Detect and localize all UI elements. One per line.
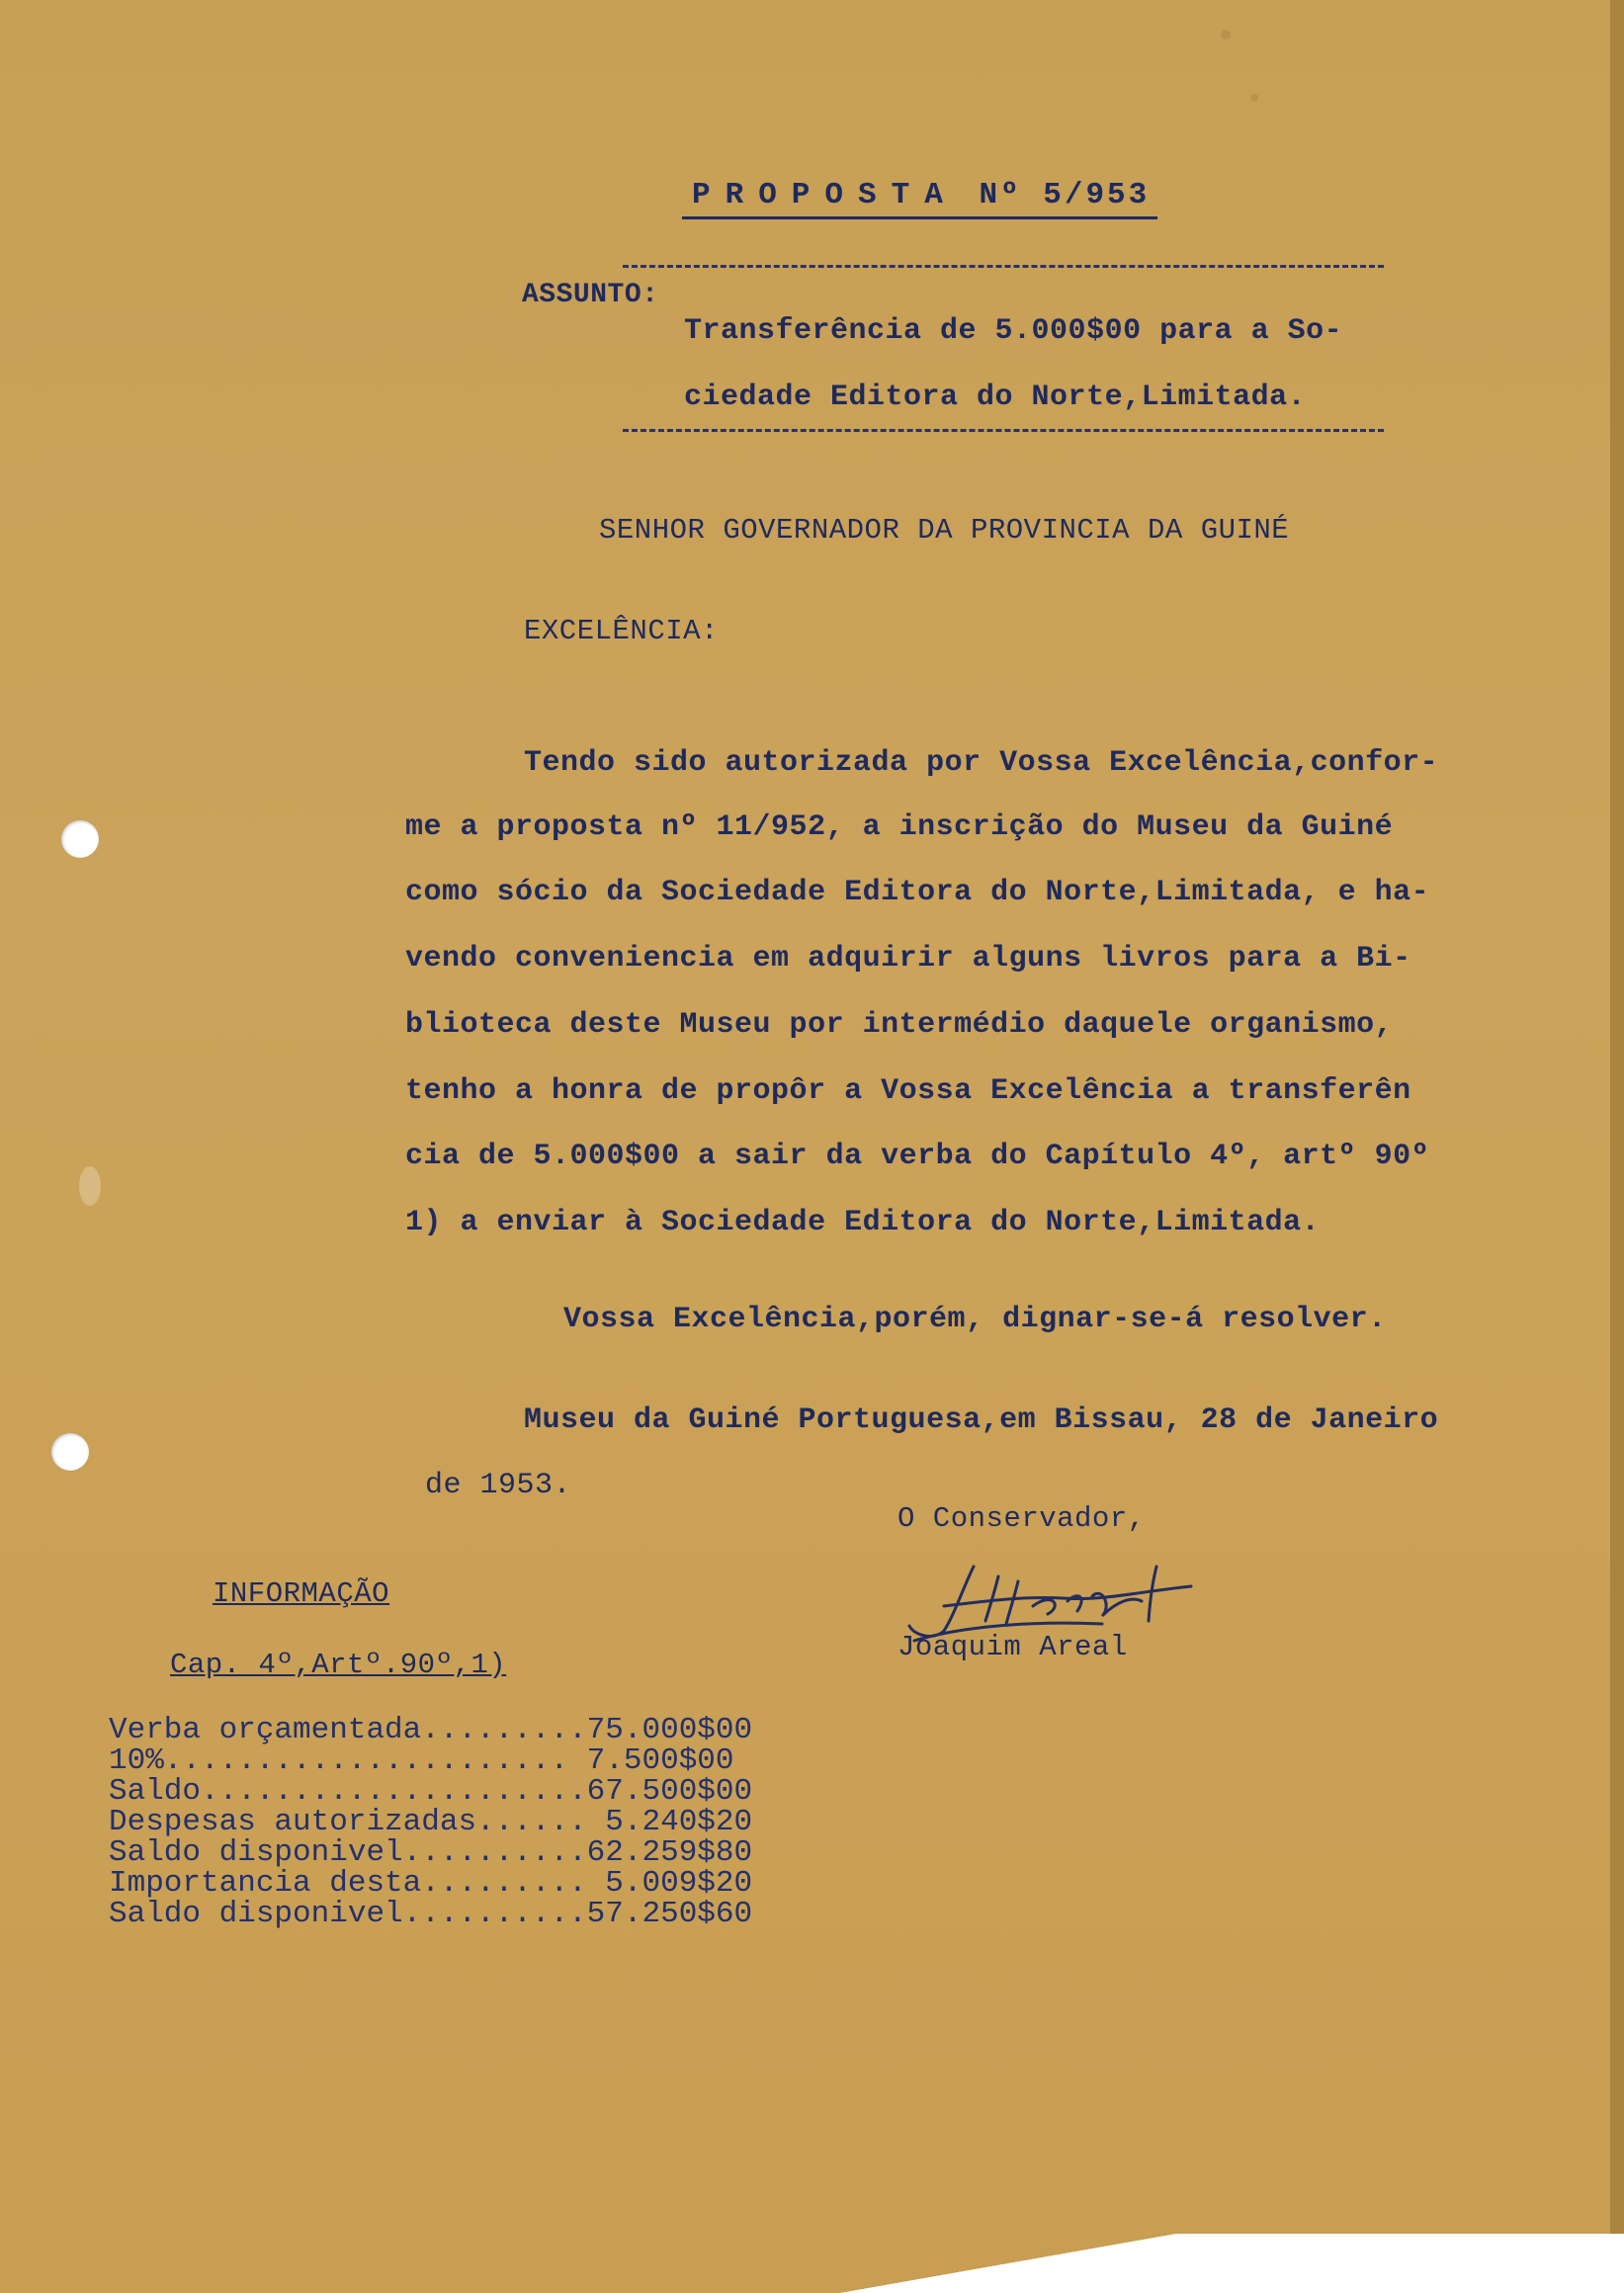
ledger-row: Verba orçamentada.........75.000$00 — [109, 1713, 753, 1747]
information-reference: Cap. 4º,Artº.90º,1) — [170, 1649, 507, 1681]
divider-top — [623, 265, 1384, 268]
subject-line-2: ciedade Editora do Norte,Limitada. — [684, 381, 1307, 414]
paper-wear — [79, 1166, 101, 1206]
body-line: me a proposta nº 11/952, a inscrição do Museu da Guiné — [405, 810, 1394, 844]
body-line: 1) a enviar à Sociedade Editora do Norte,Limitada. — [405, 1206, 1321, 1239]
place-date-line: Museu da Guiné Portuguesa,em Bissau, 28 de Janeiro — [524, 1403, 1439, 1437]
information-heading: INFORMAÇÃO — [213, 1577, 390, 1610]
document-title — [682, 178, 1157, 219]
ledger-row: Saldo disponivel..........62.259$80 — [109, 1835, 753, 1870]
salutation: EXCELÊNCIA: — [524, 615, 719, 647]
body-line: tenho a honra de propôr a Vossa Excelência a transferên — [405, 1074, 1411, 1108]
title-number: Nº 5/953 — [979, 178, 1151, 212]
ledger-row: 10%...................... 7.500$00 — [109, 1743, 734, 1778]
title-word: PROPOSTA — [692, 178, 958, 212]
signature-stroke — [909, 1567, 1191, 1641]
place-date-year: de 1953. — [425, 1469, 572, 1502]
ledger-row: Saldo disponivel..........57.250$60 — [109, 1897, 753, 1931]
body-line: vendo conveniencia em adquirir alguns livros para a Bi- — [405, 942, 1411, 976]
body-line: cia de 5.000$00 a sair da verba do Capítulo 4º, artº 90º — [405, 1140, 1430, 1173]
stain-mark — [1250, 94, 1258, 102]
ledger-row: Saldo.....................67.500$00 — [109, 1774, 753, 1809]
stain-mark — [1221, 30, 1231, 40]
body-line: Tendo sido autorizada por Vossa Excelência,confor- — [524, 746, 1439, 780]
body-line: blioteca deste Museu por intermédio daquele organismo, — [405, 1008, 1394, 1042]
punch-hole-bottom — [51, 1433, 89, 1471]
subject-label: ASSUNTO: — [522, 280, 659, 310]
paper-curl — [0, 2234, 1624, 2293]
signatory-title: O Conservador, — [897, 1502, 1146, 1535]
body-line: como sócio da Sociedade Editora do Norte,Limitada, e ha- — [405, 876, 1430, 909]
ledger-row: Despesas autorizadas...... 5.240$20 — [109, 1805, 753, 1839]
ledger-row: Importancia desta......... 5.009$20 — [109, 1866, 753, 1901]
subject-line-1: Transferência de 5.000$00 para a So- — [684, 314, 1343, 348]
budget-ledger — [109, 1715, 752, 1929]
closing-line: Vossa Excelência,porém, dignar-se-á resolver. — [563, 1303, 1387, 1336]
divider-bottom — [623, 429, 1384, 432]
signatory-name: Joaquim Areal — [897, 1631, 1128, 1663]
paper-edge — [1610, 0, 1624, 2293]
addressee: SENHOR GOVERNADOR DA PROVINCIA DA GUINÉ — [599, 514, 1290, 547]
punch-hole-top — [61, 820, 99, 858]
